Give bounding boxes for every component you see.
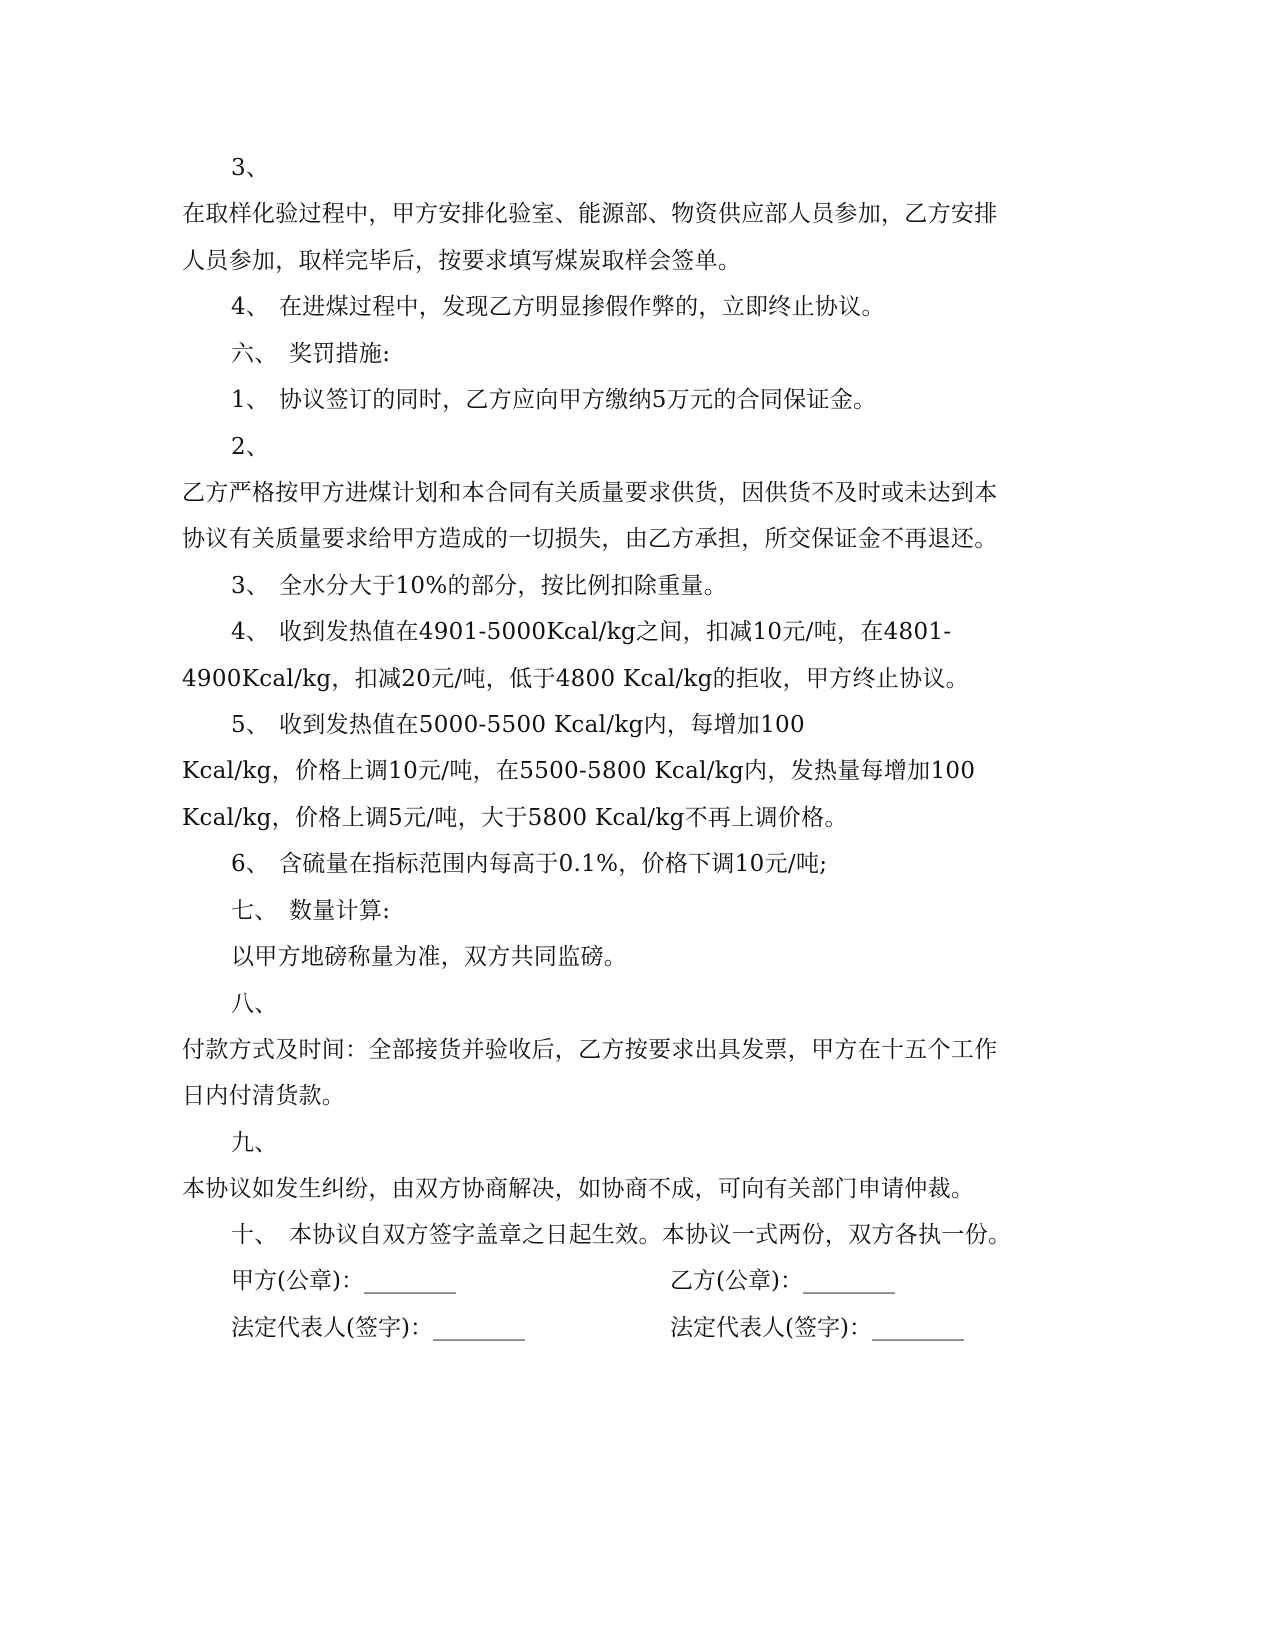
clause-6-5-line3 — [182, 803, 848, 833]
line-text: 本协议自双方签字盖章之日起生效。本协议一式两份，双方各执一份。 — [289, 1222, 1012, 1248]
line-text: 4900Kcal/kg，扣减20元/吨，低于4800 Kcal/kg的拒收，甲方终止协议。 — [182, 666, 969, 692]
line-text: 人员参加，取样完毕后，按要求填写煤炭取样会签单。 — [182, 248, 742, 274]
line-text: 协议签订的同时，乙方应向甲方缴纳5万元的合同保证金。 — [279, 387, 877, 413]
line-text: 在取样化验过程中，甲方安排化验室、能源部、物资供应部人员参加，乙方安排 — [182, 201, 998, 227]
line-text: Kcal/kg，价格上调5元/吨，大于5800 Kcal/kg不再上调价格。 — [182, 805, 848, 831]
party-b-seal-label: 乙方(公章)：________ — [670, 1268, 895, 1294]
section-number: 七、 — [231, 898, 278, 924]
clause-5-4 — [231, 292, 885, 322]
section-number: 九、 — [231, 1130, 278, 1156]
party-b-rep-field — [670, 1313, 964, 1343]
clause-6-3 — [231, 571, 727, 601]
line-text: 收到发热值在5000-5500 Kcal/kg内，每增加100 — [279, 712, 805, 738]
line-text: 本协议如发生纠纷，由双方协商解决，如协商不成，可向有关部门申请仲裁。 — [182, 1176, 975, 1202]
party-a-seal-field — [231, 1266, 456, 1296]
line-number: 1、 — [231, 387, 270, 413]
clause-6-2-number — [231, 432, 269, 462]
section-title: 数量计算: — [289, 898, 391, 924]
party-b-seal-field — [670, 1266, 895, 1296]
line-number: 3、 — [231, 573, 270, 599]
party-a-rep-label: 法定代表人(签字)：________ — [231, 1315, 525, 1341]
line-number: 2、 — [231, 434, 270, 460]
clause-6-5-line1 — [231, 710, 805, 740]
line-text: Kcal/kg，价格上调10元/吨，在5500-5800 Kcal/kg内，发热量每增加100 — [182, 758, 976, 784]
clause-5-3-text-line2 — [182, 246, 741, 276]
line-text: 日内付清货款。 — [182, 1083, 346, 1109]
clause-6-6 — [231, 849, 827, 879]
line-text: 协议有关质量要求给甲方造成的一切损失，由乙方承担，所交保证金不再退还。 — [182, 526, 998, 552]
line-number: 6、 — [231, 851, 270, 877]
clause-6-4-line2 — [182, 664, 969, 694]
line-text: 乙方严格按甲方进煤计划和本合同有关质量要求供货，因供货不及时或未达到本 — [182, 480, 998, 506]
line-number: 4、 — [231, 294, 270, 320]
clause-5-3-text-line1 — [182, 199, 998, 229]
clause-5-3-number — [231, 153, 269, 183]
party-b-rep-label: 法定代表人(签字)：________ — [670, 1315, 964, 1341]
section-8-text-line2 — [182, 1081, 345, 1111]
section-7-text — [231, 942, 627, 972]
line-number: 5、 — [231, 712, 270, 738]
section-title: 奖罚措施: — [289, 341, 391, 367]
clause-6-2-text-line1 — [182, 478, 998, 508]
line-number: 3、 — [231, 155, 270, 181]
line-text: 付款方式及时间：全部接货并验收后，乙方按要求出具发票，甲方在十五个工作 — [182, 1037, 998, 1063]
line-text: 收到发热值在4901-5000Kcal/kg之间，扣减10元/吨，在4801- — [279, 619, 952, 645]
section-8-text-line1 — [182, 1035, 998, 1065]
section-7-heading — [231, 896, 390, 926]
section-8-number — [231, 989, 278, 1019]
clause-6-2-text-line2 — [182, 524, 998, 554]
section-6-heading — [231, 339, 390, 369]
section-9-number — [231, 1128, 278, 1158]
line-text: 在进煤过程中，发现乙方明显掺假作弊的，立即终止协议。 — [279, 294, 885, 320]
section-number: 八、 — [231, 991, 278, 1017]
section-10 — [231, 1220, 1011, 1250]
section-number: 十、 — [231, 1222, 278, 1248]
line-text: 全水分大于10%的部分，按比例扣除重量。 — [279, 573, 728, 599]
party-a-seal-label: 甲方(公章)：________ — [231, 1268, 456, 1294]
line-text: 含硫量在指标范围内每高于0.1%，价格下调10元/吨; — [279, 851, 828, 877]
party-a-rep-field — [231, 1313, 525, 1343]
section-number: 六、 — [231, 341, 278, 367]
clause-6-5-line2 — [182, 756, 975, 786]
line-number: 4、 — [231, 619, 270, 645]
section-9-text — [182, 1174, 974, 1204]
line-text: 以甲方地磅称量为准，双方共同监磅。 — [231, 944, 628, 970]
clause-6-1 — [231, 385, 876, 415]
clause-6-4-line1 — [231, 617, 951, 647]
